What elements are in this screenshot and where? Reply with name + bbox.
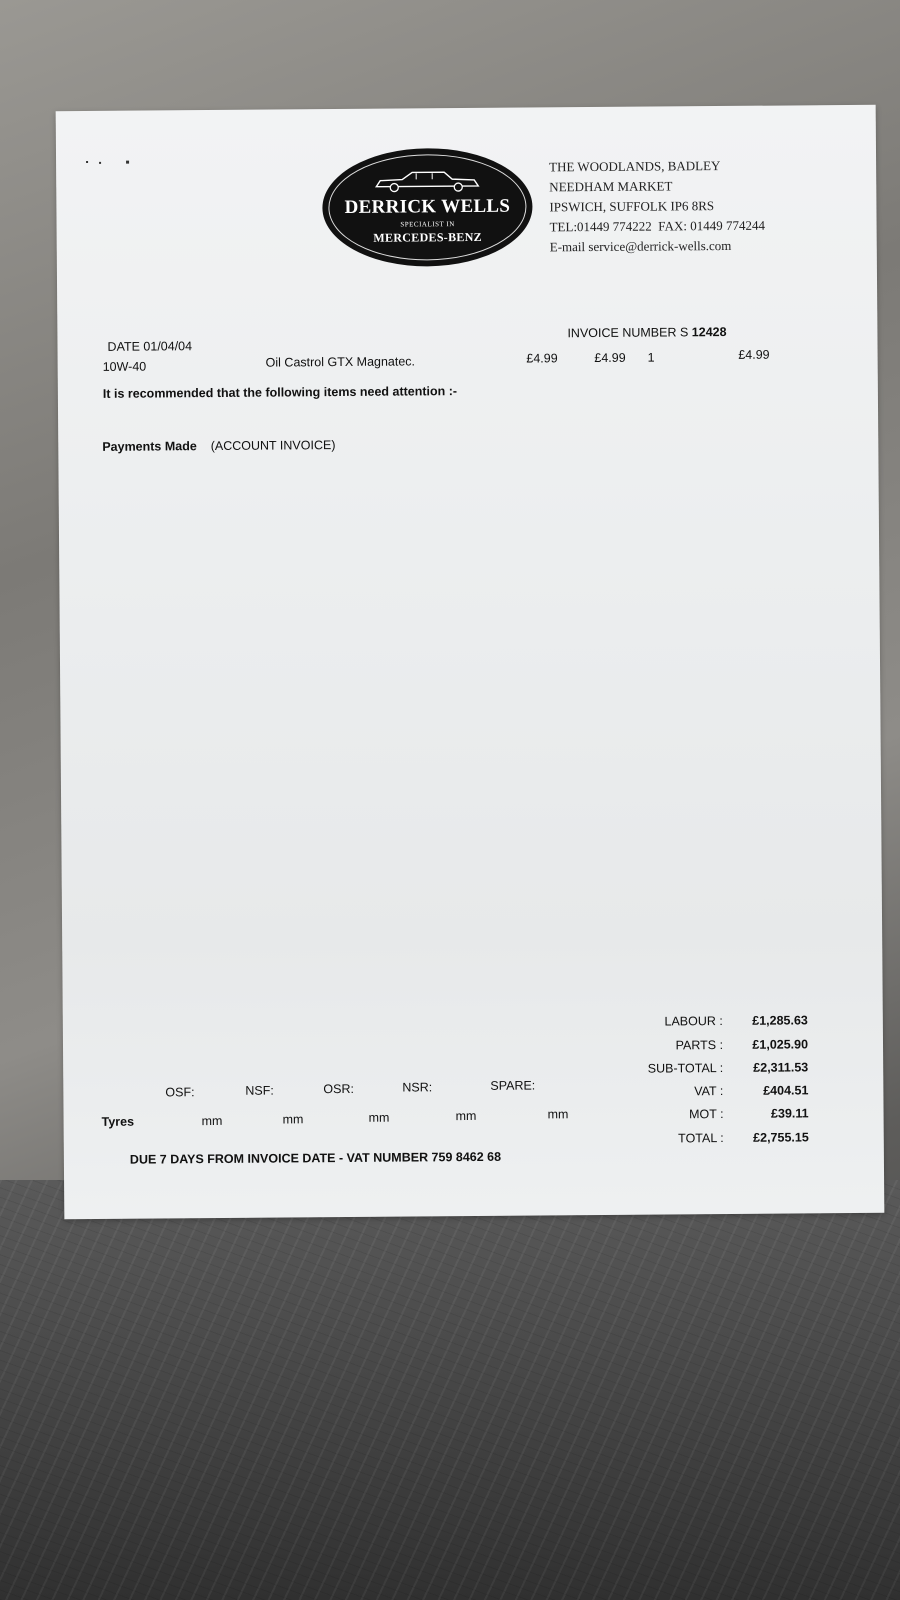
total-label: VAT :	[694, 1084, 724, 1099]
tyre-mm-nsr: mm	[455, 1108, 477, 1124]
address-line: NEEDHAM MARKET	[549, 178, 673, 195]
recommendation-text: It is recommended that the following items need attention :-	[102, 384, 458, 401]
logo-specialist: SPECIALIST IN	[400, 220, 455, 229]
tyres-label: Tyres	[101, 1114, 135, 1129]
tyre-mm-osr: mm	[368, 1110, 390, 1125]
total-label: TOTAL :	[678, 1131, 724, 1146]
item-code: 10W-40	[102, 359, 147, 374]
tyre-spare: SPARE:	[490, 1078, 536, 1093]
car-icon	[372, 166, 482, 195]
total-value: £39.11	[770, 1106, 809, 1121]
tel: TEL:01449 774222	[549, 218, 652, 235]
invoice-number-value: 12428	[691, 324, 727, 340]
payments-made	[102, 438, 335, 454]
total-label: SUB-TOTAL :	[647, 1061, 724, 1076]
invoice-date: DATE 01/04/04	[107, 339, 193, 354]
metal-surface	[0, 1180, 900, 1600]
speck	[126, 161, 129, 164]
contact-email: E-mail service@derrick-wells.com	[549, 237, 732, 255]
total-label: MOT :	[689, 1107, 724, 1122]
total-label: LABOUR :	[664, 1014, 723, 1029]
address-line: IPSWICH, SUFFOLK IP6 8RS	[549, 198, 715, 215]
speck	[86, 161, 88, 163]
payments-label: Payments Made	[102, 439, 197, 454]
tyre-nsf: NSF:	[245, 1083, 274, 1098]
total-value: £1,285.63	[752, 1013, 808, 1028]
contact-phone	[550, 215, 850, 237]
company-logo	[322, 147, 533, 267]
item-price: £4.99	[526, 351, 558, 366]
total-label: PARTS :	[675, 1038, 724, 1053]
logo-company-name: DERRICK WELLS	[344, 195, 511, 218]
item-description: Oil Castrol GTX Magnatec.	[265, 354, 416, 370]
invoice-number	[567, 325, 726, 340]
item-total: £4.99	[738, 347, 770, 362]
tyre-osr: OSR:	[323, 1081, 354, 1097]
payments-value: (ACCOUNT INVOICE)	[210, 438, 336, 454]
invoice-number-label: INVOICE NUMBER S	[567, 325, 689, 341]
item-net: £4.99	[594, 350, 626, 366]
payment-terms-footer: DUE 7 DAYS FROM INVOICE DATE - VAT NUMBER 759 8462 68	[129, 1149, 502, 1167]
tyre-nsr: NSR:	[402, 1080, 433, 1095]
tyre-mm-osf: mm	[201, 1113, 223, 1129]
fax: FAX: 01449 774244	[658, 217, 765, 234]
logo-brand: MERCEDES-BENZ	[373, 229, 483, 245]
tyre-osf: OSF:	[165, 1085, 195, 1100]
invoice-sheet	[56, 105, 885, 1219]
company-address	[549, 155, 850, 257]
total-value: £1,025.90	[752, 1037, 809, 1052]
item-qty: 1	[647, 350, 655, 365]
total-value: £2,311.53	[753, 1060, 809, 1075]
total-value: £2,755.15	[753, 1130, 809, 1145]
address-line: THE WOODLANDS, BADLEY	[549, 158, 721, 175]
tyre-mm-nsf: mm	[282, 1112, 304, 1127]
total-value: £404.51	[763, 1083, 809, 1098]
tyre-mm-spare: mm	[547, 1107, 569, 1122]
speck	[99, 162, 101, 164]
